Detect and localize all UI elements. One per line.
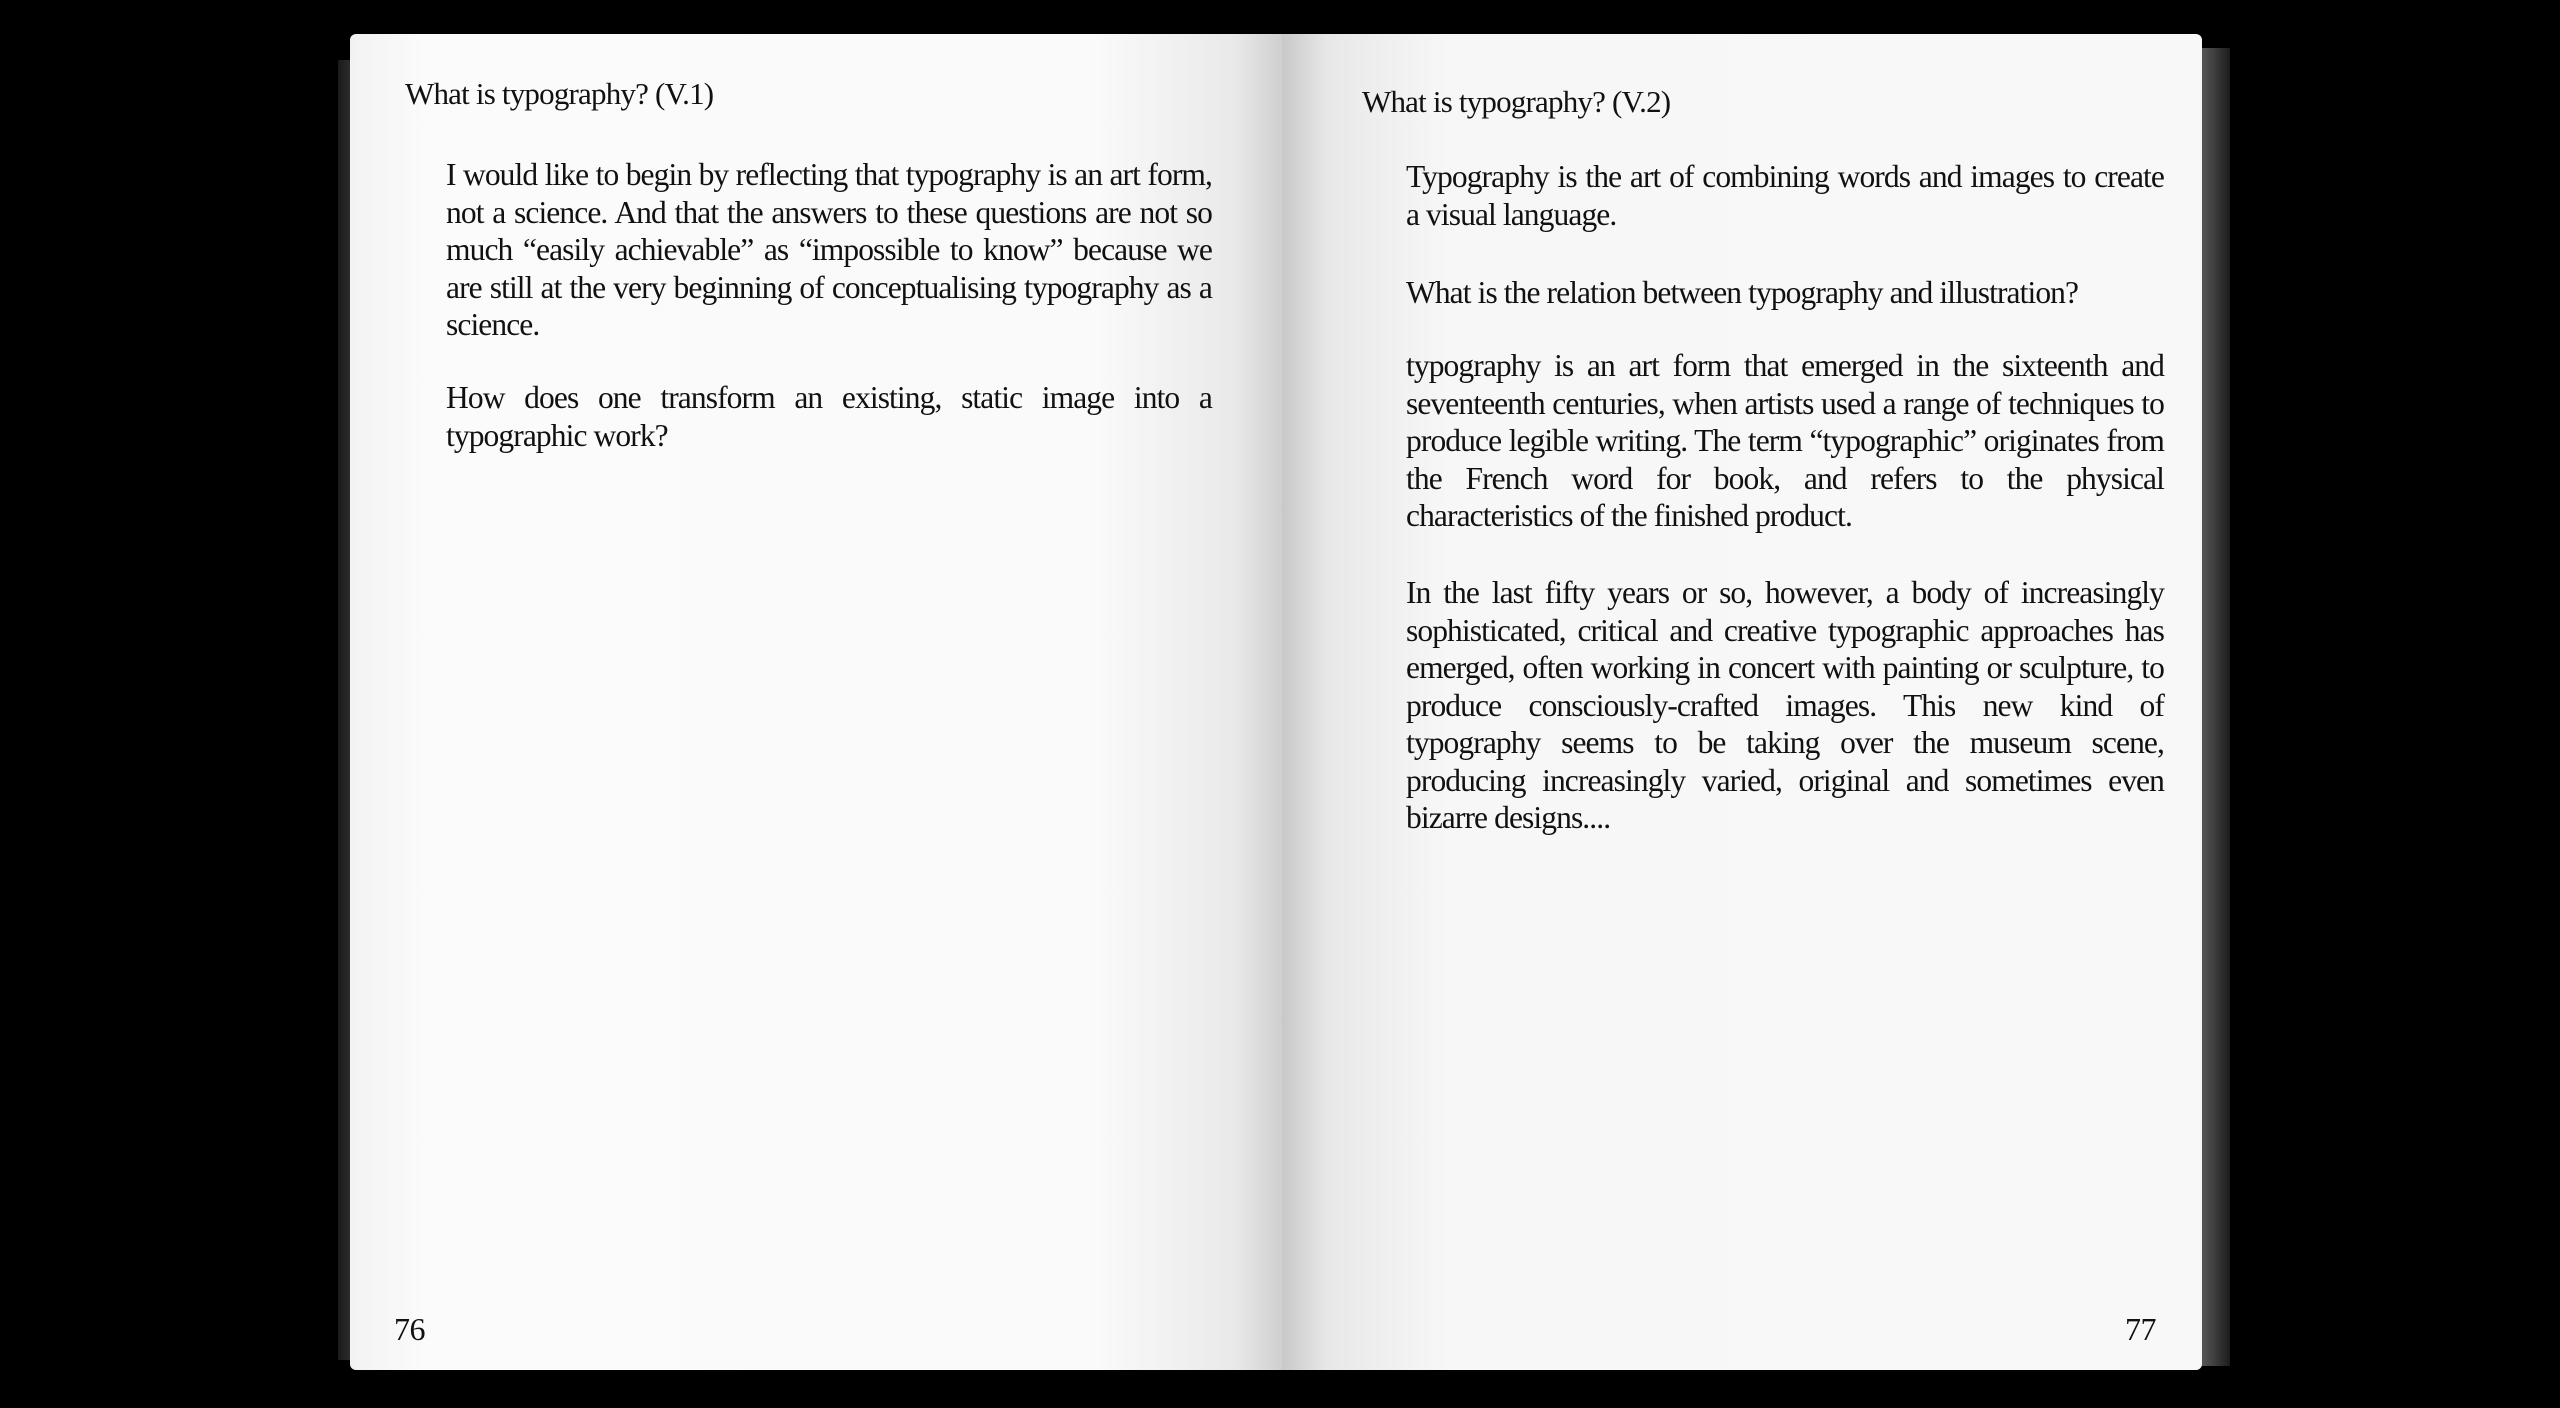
- right-paragraph-2: What is the relation between typography and illustration?: [1406, 275, 2079, 310]
- page-number-left: 76: [394, 1311, 425, 1347]
- page-number-right: 77: [2125, 1311, 2156, 1347]
- left-paragraph-2: How does one transform an existing, static image into a typographic work?: [446, 380, 1212, 453]
- right-paragraph-4: In the last fifty years or so, however, a body of increasingly sophisticated, critical and creative typographic approaches has emerged, often working in concert with painting or sculpture, to produce consciously-crafted images. This new kind of typography seems to be taking over the museum scene, producing increasingly varied, original and sometimes even bizarre designs....: [1406, 575, 2164, 835]
- right-page: [1282, 34, 2202, 1370]
- right-page-heading: What is typography? (V.2): [1362, 84, 1671, 119]
- left-page: [350, 34, 1282, 1370]
- left-paragraph-1: I would like to begin by reflecting that typography is an art form, not a science. And that the answers to these questions are not so much “easily achievable” as “impossible to know” because we are still at the very beginning of conceptualising typography as a science.: [446, 157, 1212, 342]
- left-page-heading: What is typography? (V.1): [405, 76, 714, 111]
- right-paragraph-1: Typography is the art of combining words and images to create a visual language.: [1406, 159, 2164, 232]
- right-paragraph-3: typography is an art form that emerged in the sixteenth and seventeenth centuries, when artists used a range of techniques to produce legible writing. The term “typographic” originates from the French word for book, and refers to the physical characteristics of the finished product.: [1406, 348, 2164, 533]
